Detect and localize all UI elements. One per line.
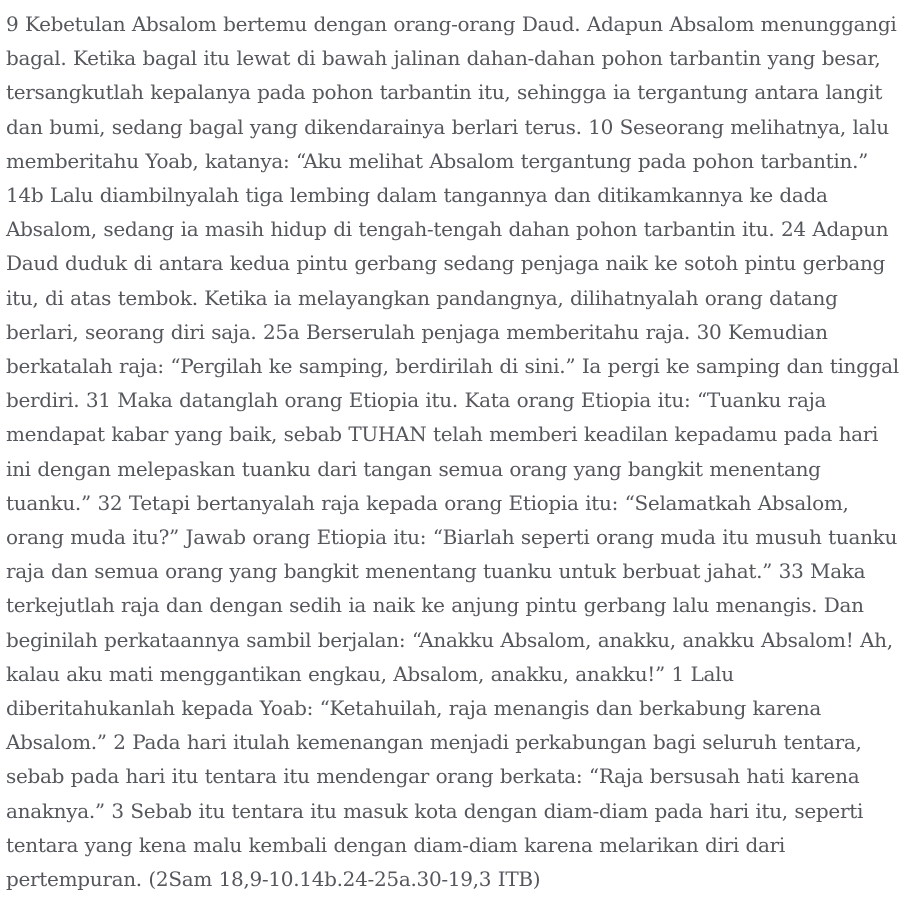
passage-text: 9 Kebetulan Absalom bertemu dengan orang-orang Daud. Adapun Absalom menunggangi bagal. Ketika bagal itu lewat di bawah jalinan dahan-dahan pohon tarbantin yang besar, tersangkutlah kepalanya pada pohon tarbantin itu, sehingga ia tergantung antara langit dan bumi, sedang bagal yang dikendarainya berlari terus. 10 Seseorang melihatnya, lalu memberitahu Yoab, katanya: “Aku melihat Absalom tergantung pada pohon tarbantin.” 14b Lalu diambilnyalah tiga lembing dalam tangannya dan ditikamkannya ke dada Absalom, sedang ia masih hidup di tengah-tengah dahan pohon tarbantin itu. 24 Adapun Daud duduk di antara kedua pintu gerbang sedang penjaga naik ke sotoh pintu gerbang itu, di atas tembok. Ketika ia melayangkan pandangnya, dilihatnyalah orang datang berlari, seorang diri saja. 25a Berserulah penjaga memberitahu raja. 30 Kemudian berkatalah raja: “Pergilah ke samping, berdirilah di sini.” Ia pergi ke samping dan tinggal berdiri. 31 Maka datanglah orang Etiopia itu. Kata orang Etiopia itu: “Tuanku raja mendapat kabar yang baik, sebab TUHAN telah memberi keadilan kepadamu pada hari ini dengan melepaskan tuanku dari tangan semua orang yang bangkit menentang tuanku.” 32 Tetapi bertanyalah raja kepada orang Etiopia itu: “Selamatkah Absalom, orang muda itu?” Jawab orang Etiopia itu: “Biarlah seperti orang muda itu musuh tuanku raja dan semua orang yang bangkit menentang tuanku untuk berbuat jahat.” 33 Maka terkejutlah raja dan dengan sedih ia naik ke anjung pintu gerbang lalu menangis. Dan beginilah perkataannya sambil berjalan: “Anakku Absalom, anakku, anakku Absalom! Ah, kalau aku mati menggantikan engkau, Absalom, anakku, anakku!” 1 Lalu diberitahukanlah kepada Yoab: “Ketahuilah, raja menangis dan berkabung karena Absalom.” 2 Pada hari itulah kemenangan menjadi perkabungan bagi seluruh tentara, sebab pada hari itu tentara itu mendengar orang berkata: “Raja bersusah hati karena anaknya.” 3 Sebab itu tentara itu masuk kota dengan diam-diam pada hari itu, seperti tentara yang kena malu kembali dengan diam-diam karena melarikan diri dari pertempuran. (2Sam 18,9-10.14b.24-25a.30-19,3 ITB) (6, 12, 899, 892)
